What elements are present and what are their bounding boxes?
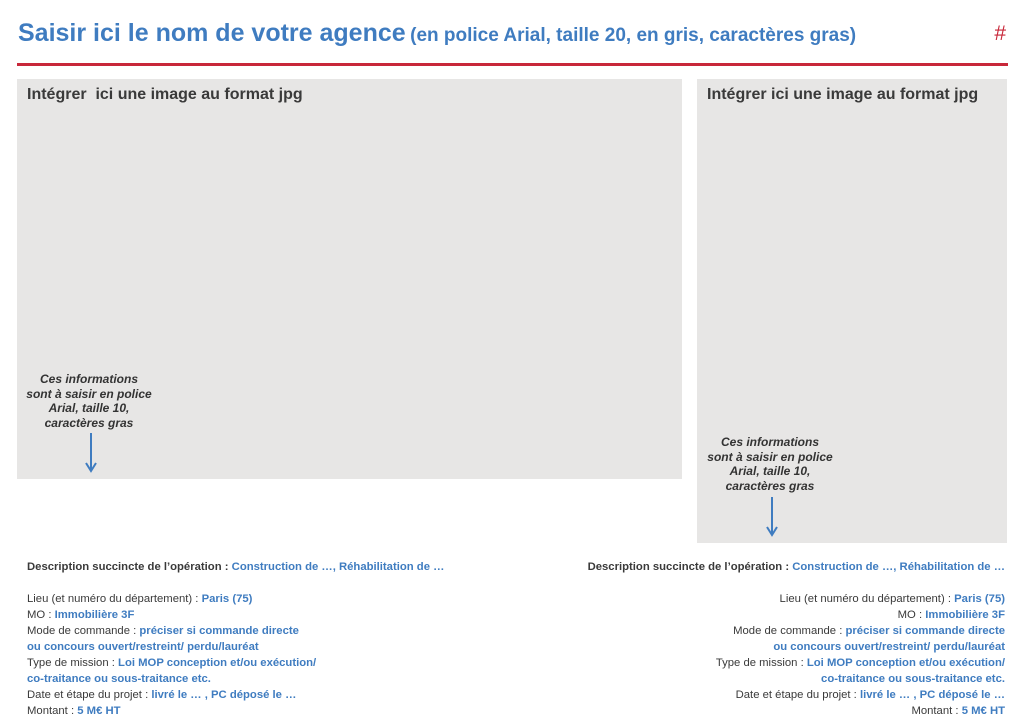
agency-name-instruction: (en police Arial, taille 20, en gris, caractères gras) (410, 25, 857, 46)
image-placeholder-left-label: Intégrer ici une image au format jpg (27, 86, 303, 103)
mo-value: Immobilière 3F (54, 609, 135, 621)
mode-label: Mode de commande : (733, 625, 843, 637)
montant-value: 5 M€ HT (77, 705, 121, 717)
hint-line: Ces informations (39, 372, 138, 386)
image-placeholder-right-label: Intégrer ici une image au format jpg (707, 86, 979, 103)
lieu-line (27, 591, 444, 607)
header-divider (17, 63, 1008, 66)
lieu-label: Lieu (et numéro du département) : (27, 593, 199, 605)
date-line (588, 687, 1005, 703)
description-line (27, 559, 444, 575)
montant-label: Montant : (27, 705, 75, 717)
mo-line (588, 607, 1005, 623)
project-info-left (27, 559, 444, 719)
hint-line: sont à saisir en police (26, 386, 152, 401)
montant-value: 5 M€ HT (961, 705, 1005, 717)
montant-label: Montant : (911, 705, 959, 717)
hint-line: sont à saisir en police (707, 449, 833, 464)
date-label: Date et étape du projet : (27, 689, 149, 701)
arrow-down-icon (766, 497, 778, 537)
mission-line (588, 655, 1005, 671)
description-value: Construction de …, Réhabilitation de … (231, 561, 445, 573)
font-hint-right (695, 435, 845, 493)
mo-value: Immobilière 3F (925, 609, 1005, 621)
date-label: Date et étape du projet : (735, 689, 857, 701)
mode-label: Mode de commande : (27, 625, 137, 637)
hint-line: caractères gras (725, 478, 815, 493)
page-number: # (994, 22, 1006, 45)
font-hint-left (14, 372, 164, 430)
lieu-value: Paris (75) (954, 593, 1005, 605)
mission-label: Type de mission : (27, 657, 115, 669)
arrow-down-icon (85, 433, 97, 473)
mission-line (27, 655, 444, 671)
mission-value: Loi MOP conception et/ou exécution/ (118, 657, 317, 669)
project-info-right (588, 559, 1005, 719)
agency-name-placeholder: Saisir ici le nom de votre agence (18, 19, 406, 47)
mission-value-continued: co-traitance ou sous-traitance etc. (821, 673, 1005, 685)
hint-line: Ces informations (720, 435, 819, 449)
mode-value: préciser si commande directe (845, 625, 1005, 637)
hint-line: caractères gras (44, 415, 134, 430)
mission-value: Loi MOP conception et/ou exécution/ (806, 657, 1005, 669)
montant-line (588, 703, 1005, 719)
lieu-label: Lieu (et numéro du département) : (779, 593, 951, 605)
mission-label: Type de mission : (715, 657, 804, 669)
mission-value-continued: co-traitance ou sous-traitance etc. (27, 673, 211, 685)
date-line (27, 687, 444, 703)
description-label: Description succincte de l’opération : (587, 561, 790, 573)
mode-value: préciser si commande directe (139, 625, 299, 637)
description-line (588, 559, 1005, 575)
mo-line (27, 607, 444, 623)
mode-value-continued: ou concours ouvert/restreint/ perdu/lauréat (27, 641, 259, 653)
lieu-value: Paris (75) (201, 593, 253, 605)
montant-line (27, 703, 444, 719)
hint-line: Arial, taille 10, (729, 464, 811, 478)
date-value: livré le … , PC déposé le … (151, 689, 297, 701)
lieu-line (588, 591, 1005, 607)
mo-label: MO : (27, 609, 52, 621)
agency-title (18, 19, 856, 48)
hint-line: Arial, taille 10, (48, 401, 130, 415)
description-label: Description succincte de l’opération : (27, 561, 229, 573)
mode-value-continued: ou concours ouvert/restreint/ perdu/lauréat (773, 641, 1005, 653)
description-value: Construction de …, Réhabilitation de … (792, 561, 1005, 573)
date-value: livré le … , PC déposé le … (859, 689, 1005, 701)
mode-line (588, 623, 1005, 639)
mode-line (27, 623, 444, 639)
mo-label: MO : (897, 609, 923, 621)
